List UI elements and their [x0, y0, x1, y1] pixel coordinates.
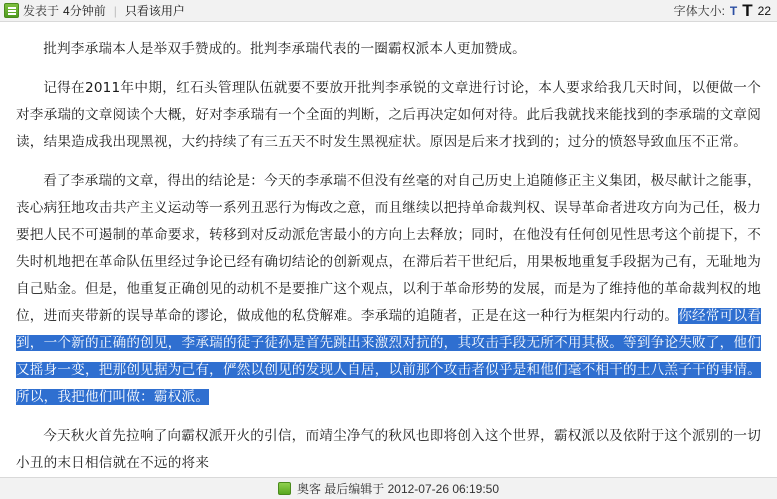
- posted-label: 发表于: [23, 4, 60, 18]
- paragraph-4: [16, 423, 761, 477]
- font-size-group: [674, 2, 773, 19]
- edit-icon: [278, 482, 291, 495]
- post-icon: [4, 3, 19, 18]
- paragraph-1: [16, 36, 761, 63]
- paragraph-4-text: 今天秋火首先拉响了向霸权派开火的引信，而靖尘净气的秋风也即将创入这个世界，霸权派以及依附于这个派别的一切小丑的末日相信就在不远的将来: [16, 428, 761, 471]
- last-edited-text: 奥客 最后编辑于 2012-07-26 06:19:50: [296, 482, 500, 496]
- font-size-label: 字体大小:: [673, 4, 725, 18]
- toolbar-separator: |: [113, 3, 117, 18]
- paragraph-1-text: 批判李承瑞本人是举双手赞成的。批判李承瑞代表的一圈霸权派本人更加赞成。: [43, 41, 526, 57]
- font-increase-button[interactable]: T: [742, 0, 753, 20]
- post-toolbar: [0, 0, 777, 22]
- only-author-link[interactable]: 只看该用户: [124, 4, 185, 18]
- paragraph-2: [16, 75, 761, 156]
- font-size-value: 22: [757, 3, 771, 18]
- post-body: [0, 22, 777, 477]
- post-footer: [0, 477, 777, 499]
- paragraph-2-text: 记得在2011年中期，红石头管理队伍就要不要放开批判李承锐的文章进行讨论，本人要求给我几天时间，以便做一个对李承瑞的文章阅读个大概，好对李承瑞有一个全面的判断，之后再决定如何对待。此后我就找来能找到的李承瑞的文章阅读，结果造成我出现黑视，大约持续了有三五天不时发生黑视症状。原因是后来才找到的；过分的愤怒导致血压不正常。: [16, 80, 761, 150]
- toolbar-left-group: [4, 2, 185, 19]
- font-decrease-button[interactable]: T: [729, 3, 738, 18]
- paragraph-3-text: 看了李承瑞的文章，得出的结论是：今天的李承瑞不但没有丝毫的对自己历史上追随修正主义集团，极尽献计之能事，丧心病狂地攻击共产主义运动等一系列丑恶行为悔改之意，而且继续以把持单命裁判权、误导革命者进攻方向为己任，极力要把人民不可遏制的革命要求，转移到对反动派危害最小的方向上去释放；同时，在他没有任何创见性思考这个前提下，不失时机地把在革命队伍里经过争论已经有确切结论的创新观点，在滞后若干世纪后，用果板地重复手段据为己有，无耻地为自己贴金。但是，他重复正确创见的动机不是要推广这个观点，以利于革命形势的发展，而是为了维持他的革命裁判权的地位，进而夹带新的误导革命的谬论，做成他的私贷解难。李承瑞的追随者，正是在这一种行为框架内行动的。: [16, 173, 761, 324]
- post-time: 4分钟前: [63, 4, 106, 18]
- selected-text-highlight[interactable]: 你经常可以看到，一个新的正确的创见，李承瑞的徒子徒孙是首先跳出来激烈对抗的，其攻击手段无所不用其极。等到争论失败了，他们又摇身一变，把那创见据为己有，俨然以创见的发现人自居，以前那个攻击者似乎是和他们毫不相干的土八羔子干的事情。所以，我把他们叫做：霸权派。: [16, 308, 761, 405]
- paragraph-3: [16, 168, 761, 411]
